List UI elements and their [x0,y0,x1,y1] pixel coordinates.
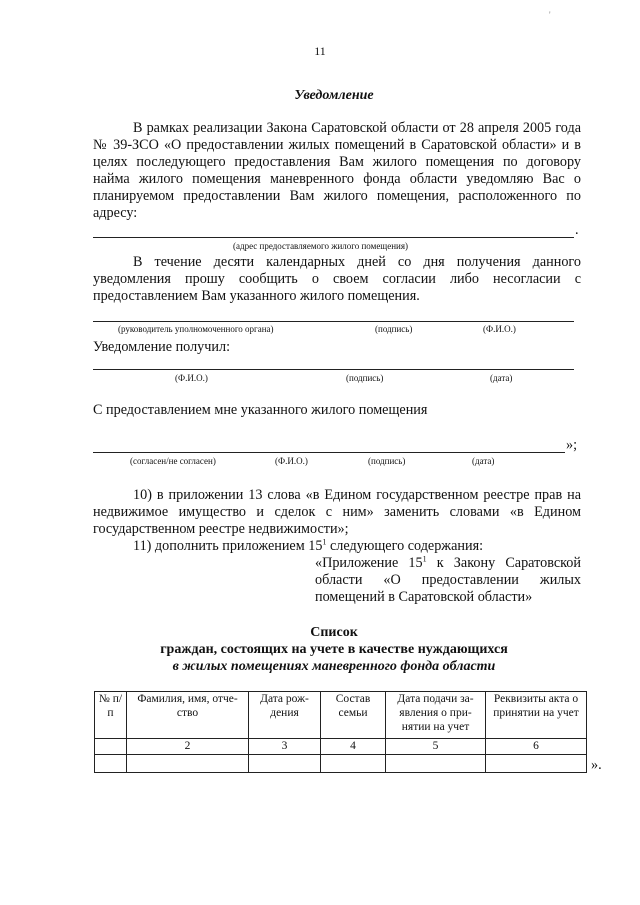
list-subtitle: граждан, состоящих на учете в качестве нуждающихся [160,642,508,657]
table-cell [486,755,587,773]
table-cell [386,755,486,773]
header-cell-family: Состав семьи [321,692,386,739]
table-row [95,755,587,773]
notice-title: Уведомление [294,88,374,103]
table-cell [321,755,386,773]
page-number: 11 [314,44,326,58]
caption-name-2: (Ф.И.О.) [175,373,208,383]
table-cell: 3 [249,739,321,755]
header-cell-fullname: Фамилия, имя, отче-ство [127,692,249,739]
table-row [95,739,587,755]
table-cell [249,755,321,773]
annex-reference: «Приложение $15^1$ к Закону Саратовской области «О предоставлении жилых помещений в Саратовской области» [315,554,581,605]
caption-signature-3: (подпись) [368,456,406,466]
table-cell: 2 [127,739,249,755]
header-cell-application-date: Дата подачи за-явления о при-нятии на учет [386,692,486,739]
caption-consent: (согласен/не согласен) [130,456,216,466]
caption-head: (руководитель уполномоченного органа) [118,324,274,334]
deadline-paragraph: В течение десяти календарных дней со дня получения данного уведомления прошу сообщить о своем согласии либо несогласии с предоставлением Вам указанного жилого помещения. [93,254,581,304]
header-cell-number: № п/п [95,692,127,739]
consent-line-end: »; [566,437,578,453]
header-cell-act-details: Реквизиты акта о принятии на учет [486,692,587,739]
caption-name-3: (Ф.И.О.) [275,456,308,466]
table-cell: 5 [386,739,486,755]
item-10: 10) в приложении 13 слова «в Едином государственном реестре прав на недвижимое имущество и сделок с ним» заменить словами «в Едином государственном реестре недвижимости»; [93,487,581,537]
address-line-end: . [575,222,579,238]
item-11: 11) дополнить приложением $15^1$ следующего содержания: [133,537,484,554]
consent-text: С предоставлением мне указанного жилого помещения [93,402,428,418]
table-cell: 4 [321,739,386,755]
table-end: ». [591,757,602,773]
header-cell-birthdate: Дата рож-дения [249,692,321,739]
notice-paragraph: В рамках реализации Закона Саратовской области от 28 апреля 2005 года № 39-ЗСО «О предоставлении жилых помещений в Саратовской области» и в целях последующего предоставления Вам жилого помещения по договору найма жилого помещения маневренного фонда области уведомляю Вас о планируемом предоставлении Вам жилого помещения, расположенного по адресу: [93,120,581,221]
table-cell: 6 [486,739,587,755]
list-title: Список [310,625,358,640]
citizens-list-table [94,691,587,773]
corner-mark: ' [549,10,551,20]
list-subtitle-2: в жилых помещениях маневренного фонда области [172,659,496,674]
address-caption: (адрес предоставляемого жилого помещения) [233,241,409,251]
caption-signature-2: (подпись) [346,373,384,383]
caption-signature-1: (подпись) [375,324,413,334]
received-label: Уведомление получил: [93,339,231,355]
table-cell [95,739,127,755]
table-header-row [95,692,587,739]
signature-line-2 [93,369,574,370]
caption-date-2: (дата) [490,373,513,383]
caption-name-1: (Ф.И.О.) [483,324,516,334]
address-line [93,237,574,238]
signature-line-1 [93,321,574,322]
table-cell [95,755,127,773]
table-cell [127,755,249,773]
caption-date-3: (дата) [472,456,495,466]
consent-line [93,452,565,453]
